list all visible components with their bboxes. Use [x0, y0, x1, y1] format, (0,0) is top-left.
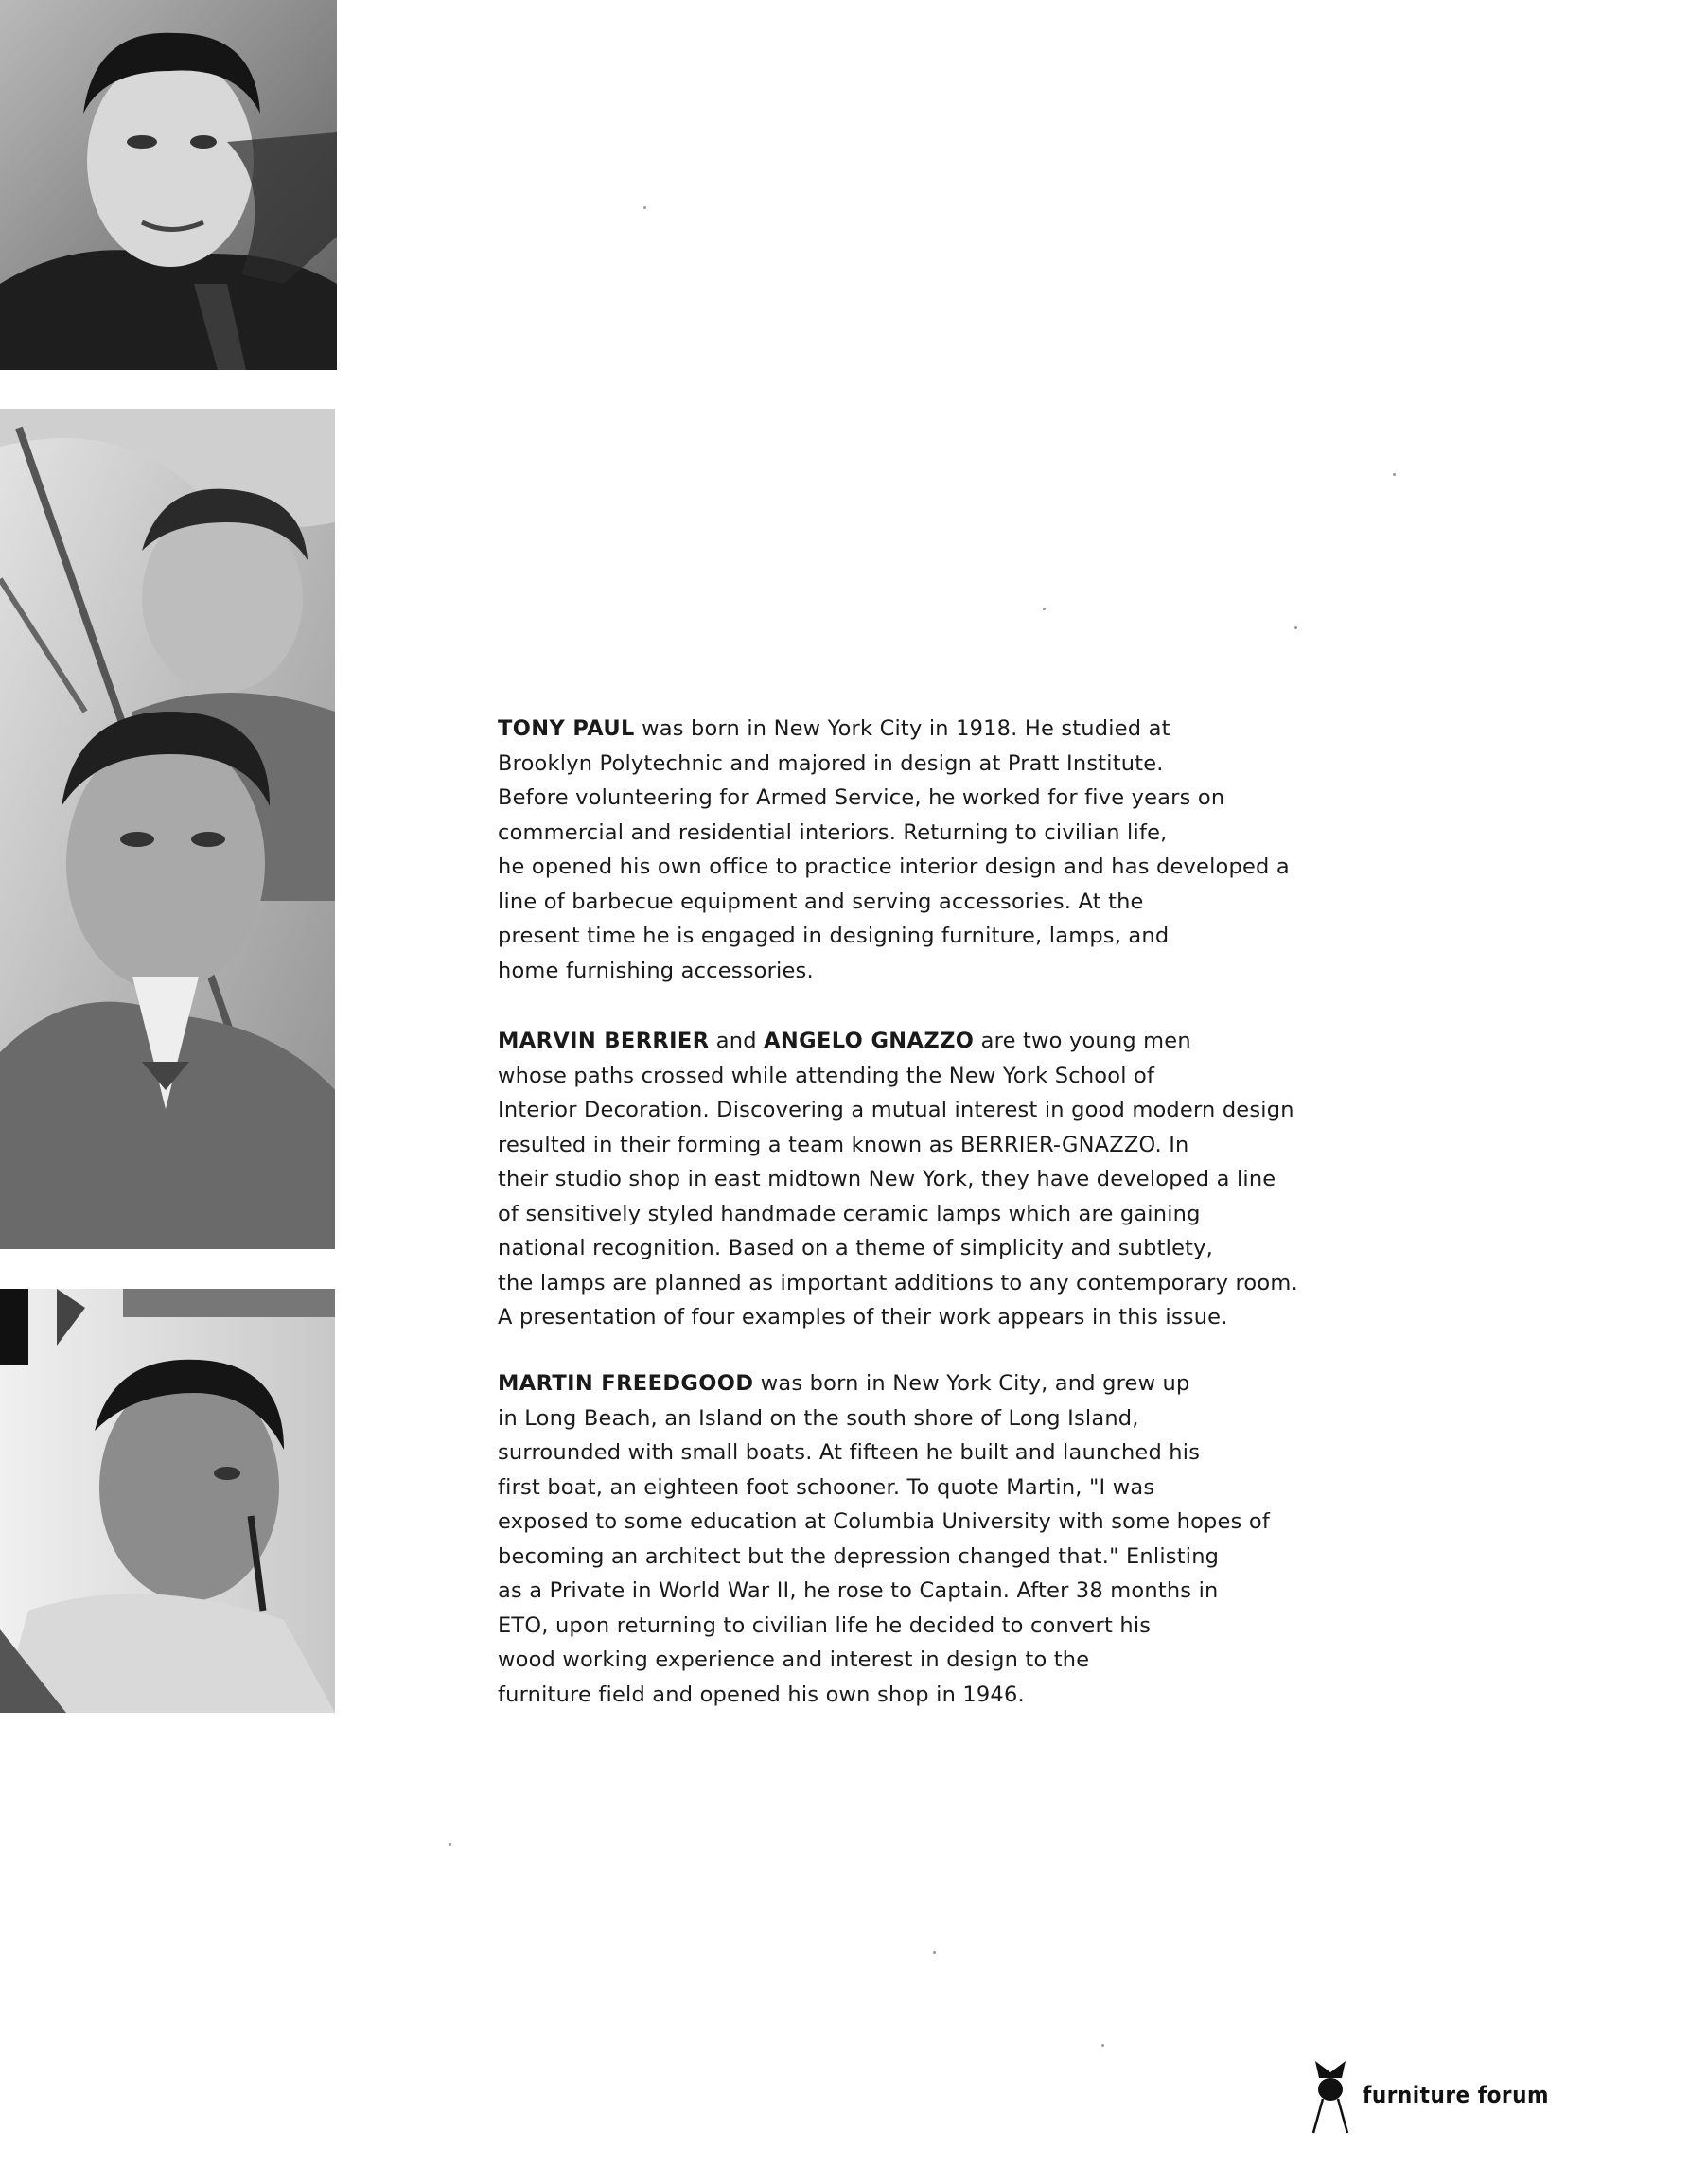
scan-speck	[933, 1951, 936, 1954]
bio-line: commercial and residential interiors. Returning to civilian life,	[498, 819, 1168, 845]
bio-line: whose paths crossed while attending the New York School of	[498, 1063, 1155, 1088]
bio-line: in Long Beach, an Island on the south shore of Long Island,	[498, 1405, 1139, 1431]
bio-text: was born in New York City, and grew up	[753, 1371, 1190, 1396]
bio-line	[498, 1024, 1349, 1059]
bio-line: he opened his own office to practice interior design and has developed a	[498, 854, 1290, 879]
scan-speck	[643, 206, 646, 209]
bio-text: was born in New York City in 1918. He studied at	[634, 716, 1170, 741]
bio-berrier-gnazzo	[498, 1024, 1349, 1335]
chair-icon	[1310, 2059, 1351, 2135]
bio-line: Interior Decoration. Discovering a mutual interest in good modern design	[498, 1098, 1294, 1122]
bio-line: ETO, upon returning to civilian life he decided to convert his	[498, 1612, 1152, 1638]
bio-line: of sensitively styled handmade ceramic lamps which are gaining	[498, 1201, 1201, 1226]
scan-speck	[1043, 608, 1046, 610]
bio-line: resulted in their forming a team known as BERRIER-GNAZZO. In	[498, 1132, 1189, 1157]
bio-line: furniture field and opened his own shop in 1946.	[498, 1682, 1025, 1707]
logo-text: furniture forum	[1363, 2082, 1549, 2108]
bio-text: are two young men	[974, 1029, 1191, 1053]
portrait-tony-paul	[0, 0, 337, 370]
bio-line: A presentation of four examples of their work appears in this issue.	[498, 1305, 1228, 1330]
scan-speck	[449, 1843, 451, 1846]
bio-line: Before volunteering for Armed Service, he worked for five years on	[498, 785, 1225, 810]
bio-line: present time he is engaged in designing furniture, lamps, and	[498, 924, 1170, 948]
bio-line: Brooklyn Polytechnic and majored in design at Pratt Institute.	[498, 750, 1164, 776]
bio-line: the lamps are planned as important additions to any contemporary room.	[498, 1270, 1298, 1295]
bio-line: their studio shop in east midtown New York, they have developed a line	[498, 1167, 1276, 1191]
bio-line	[498, 1366, 1349, 1401]
portrait-martin-freedgood	[0, 1289, 335, 1713]
bio-line: becoming an architect but the depression changed that." Enlisting	[498, 1543, 1220, 1569]
scan-speck	[1393, 473, 1396, 476]
bio-line	[498, 712, 1349, 747]
bio-line: surrounded with small boats. At fifteen he built and launched his	[498, 1440, 1201, 1465]
bio-line: wood working experience and interest in design to the	[498, 1647, 1090, 1672]
bio-line: national recognition. Based on a theme of simplicity and subtlety,	[498, 1236, 1214, 1260]
bio-name: TONY PAUL	[498, 716, 635, 741]
bio-line: line of barbecue equipment and serving accessories. At the	[498, 889, 1144, 914]
bio-text: and	[709, 1029, 765, 1053]
bio-martin-freedgood	[498, 1366, 1349, 1712]
portrait-marvin-berrier-angelo-gnazzo	[0, 409, 335, 1249]
bio-line: as a Private in World War II, he rose to Captain. After 38 months in	[498, 1578, 1219, 1603]
bio-line: first boat, an eighteen foot schooner. To quote Martin, "I was	[498, 1474, 1155, 1500]
bio-line: exposed to some education at Columbia University with some hopes of	[498, 1509, 1270, 1534]
bio-name-2: ANGELO GNAZZO	[764, 1029, 975, 1053]
bio-line: home furnishing accessories.	[498, 958, 814, 983]
bio-name: MARTIN FREEDGOOD	[498, 1371, 754, 1396]
bio-name: MARVIN BERRIER	[498, 1029, 710, 1053]
scan-speck	[1101, 2044, 1104, 2047]
scan-speck	[1294, 626, 1297, 629]
bio-tony-paul	[498, 712, 1349, 988]
furniture-forum-logo	[1310, 2059, 1549, 2135]
